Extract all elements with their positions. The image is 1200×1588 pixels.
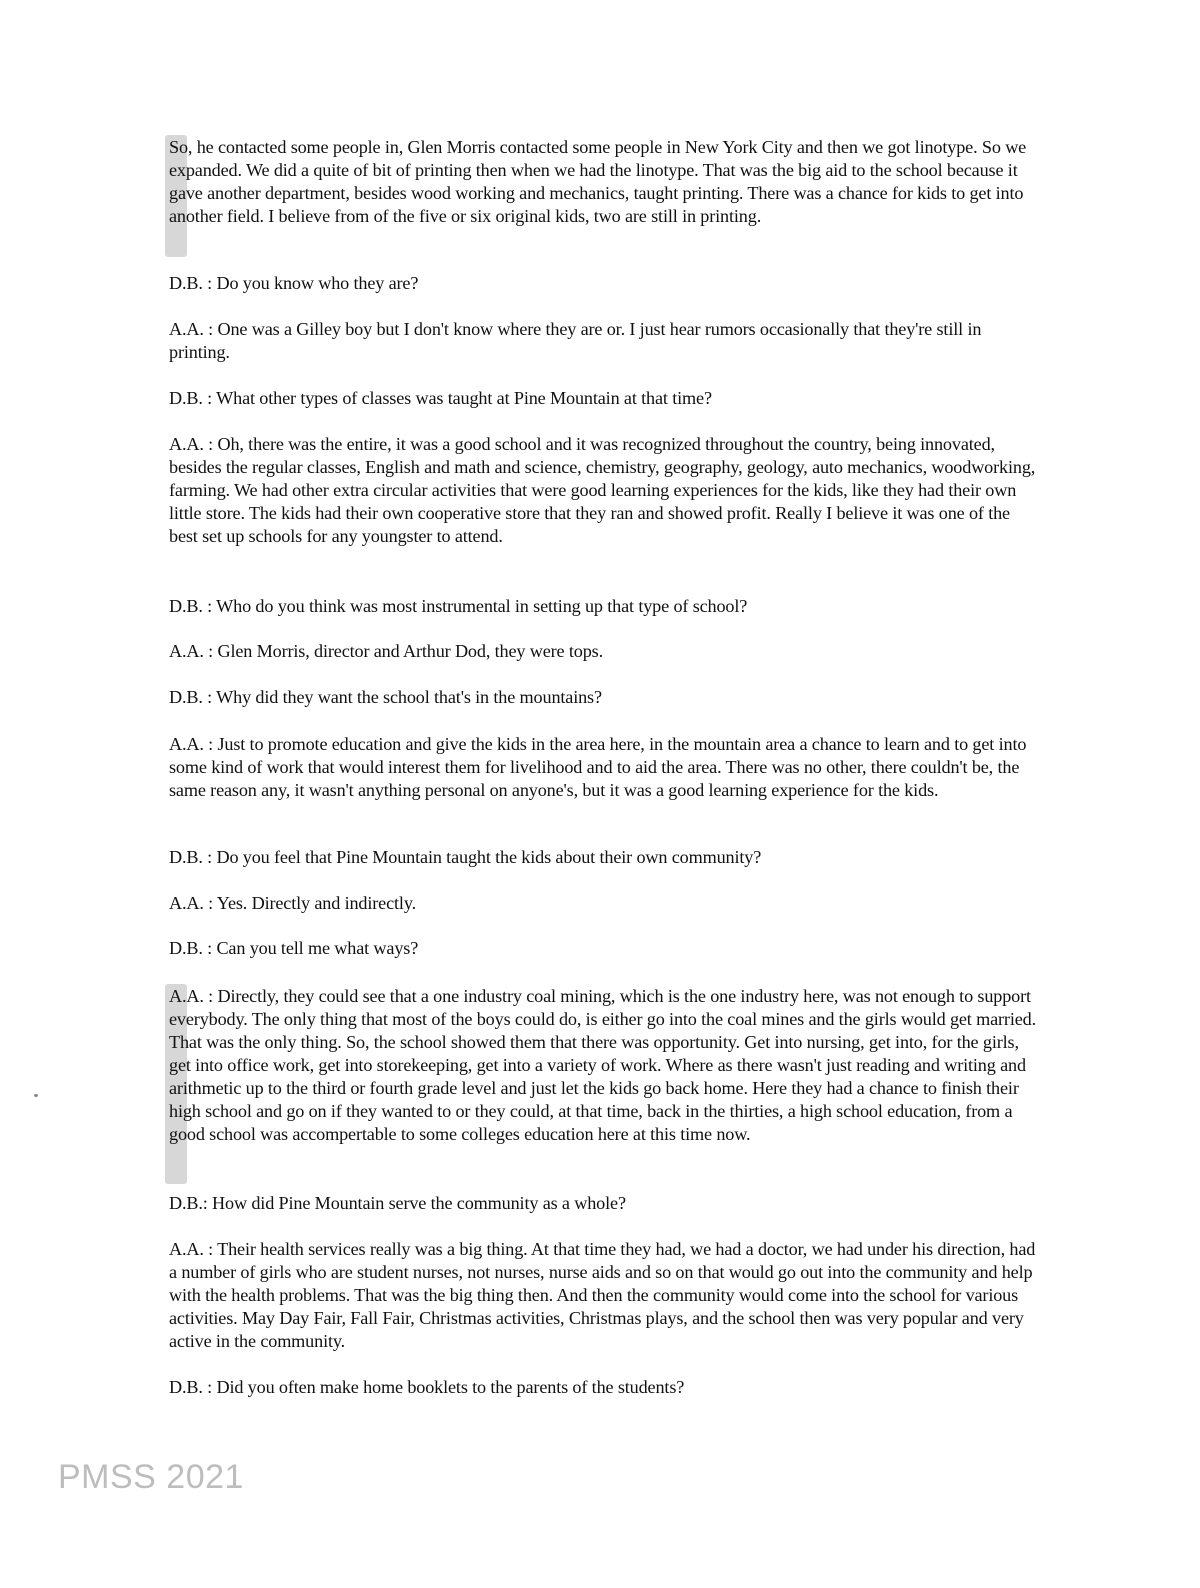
transcript-question: D.B. : Can you tell me what ways?: [169, 938, 419, 958]
transcript-answer: A.A. : Just to promote education and give the kids in the area here, in the mountain area a chance to learn and to get into some kind of work that would interest them for livelihood and to aid the area. There was no other, there couldn't be, the same reason any, it wasn't anything personal on anyone's, but it was a good learning experience for the kids.: [169, 734, 1027, 800]
transcript-answer: A.A. : One was a Gilley boy but I don't know where they are or. I just hear rumors occasionally that they're still in printing.: [169, 319, 982, 362]
transcript-question: D.B. : Did you often make home booklets to the parents of the students?: [169, 1377, 685, 1397]
transcript-answer: A.A. : Their health services really was a big thing. At that time they had, we had a doctor, we had under his direction, had a number of girls who are student nurses, not nurses, nurse aids and so on that would go out into the community and help with the health problems. That was the big thing then. And then the community would come into the school for various activities. May Day Fair, Fall Fair, Christmas activities, Christmas plays, and the school then was very popular and very active in the community.: [169, 1239, 1036, 1351]
transcript-answer: A.A. : Directly, they could see that a one industry coal mining, which is the one industry here, was not enough to support everybody. The only thing that most of the boys could do, is either go into the coal mines and the girls would get married. That was the only thing. So, the school showed them that there was opportunity. Get into nursing, get into, for the girls, get into office work, get into storekeeping, get into a variety of work. Where as there wasn't just reading and writing and arithmetic up to the third or fourth grade level and just let the kids go back home. Here they had a chance to finish their high school and go on if they wanted to or they could, at that time, back in the thirties, a high school education, from a good school was accompertable to some colleges education here at this time now.: [169, 986, 1037, 1144]
transcript-answer: A.A. : Oh, there was the entire, it was a good school and it was recognized throughout the country, being innovated, besides the regular classes, English and math and science, chemistry, geography, geology, auto mechanics, woodworking, farming. We had other extra circular activities that were good learning experiences for the kids, like they had their own little store. The kids had their own cooperative store that they ran and showed profit. Really I believe it was one of the best set up schools for any youngster to attend.: [169, 434, 1036, 546]
transcript-question: D.B. : Do you know who they are?: [169, 273, 419, 293]
scan-speck: [34, 1094, 38, 1097]
watermark: PMSS 2021: [58, 1458, 244, 1496]
transcript-question: D.B. : What other types of classes was taught at Pine Mountain at that time?: [169, 388, 712, 408]
transcript-question: D.B. : Who do you think was most instrumental in setting up that type of school?: [169, 596, 748, 616]
transcript-answer: A.A. : Glen Morris, director and Arthur Dod, they were tops.: [169, 641, 603, 661]
transcript-question: D.B. : Do you feel that Pine Mountain taught the kids about their own community?: [169, 847, 762, 867]
transcript-question: D.B. : Why did they want the school that's in the mountains?: [169, 687, 602, 707]
transcript-paragraph: So, he contacted some people in, Glen Morris contacted some people in New York City and then we got linotype. So we expanded. We did a quite of bit of printing then when we had the linotype. That was the big aid to the school because it gave another department, besides wood working and mechanics, taught printing. There was a chance for kids to get into another field. I believe from of the five or six original kids, two are still in printing.: [169, 137, 1027, 226]
transcript-answer: A.A. : Yes. Directly and indirectly.: [169, 893, 416, 913]
transcript-question: D.B.: How did Pine Mountain serve the community as a whole?: [169, 1193, 626, 1213]
